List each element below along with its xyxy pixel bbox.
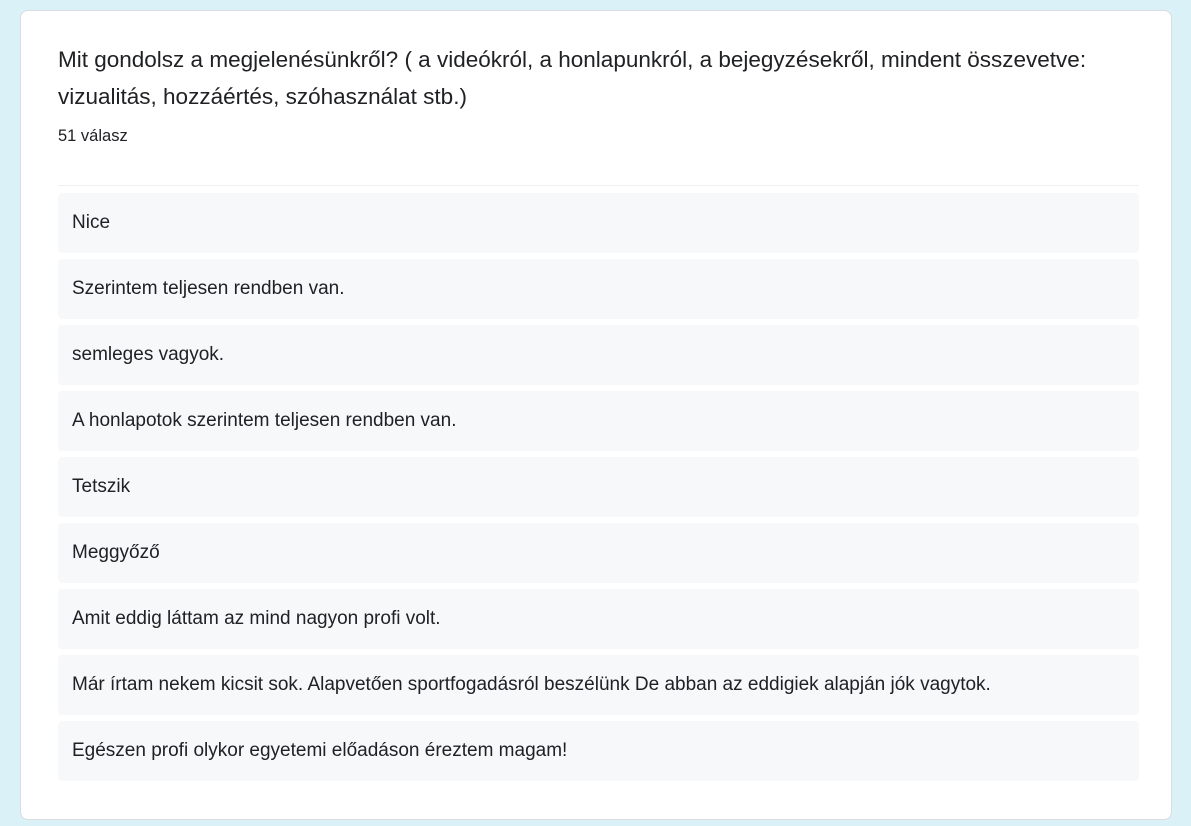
question-summary-card [20, 10, 1172, 820]
response-item: Szerintem teljesen rendben van. [58, 259, 1139, 319]
response-count: 51 válasz [58, 127, 128, 145]
response-list [58, 193, 1139, 787]
response-item: Meggyőző [58, 523, 1139, 583]
divider [58, 185, 1139, 186]
response-item: Amit eddig láttam az mind nagyon profi volt. [58, 589, 1139, 649]
question-title: Mit gondolsz a megjelenésünkről? ( a videókról, a honlapunkról, a bejegyzésekről, mindent összevetve: vizualitás, hozzáértés, szóhasználat stb.) [58, 47, 1087, 109]
response-item: semleges vagyok. [58, 325, 1139, 385]
response-item: Már írtam nekem kicsit sok. Alapvetően sportfogadásról beszélünk De abban az eddigiek alapján jók vagytok. [58, 655, 1139, 715]
response-item: Tetszik [58, 457, 1139, 517]
response-item: A honlapotok szerintem teljesen rendben van. [58, 391, 1139, 451]
response-item: Egészen profi olykor egyetemi előadáson éreztem magam! [58, 721, 1139, 781]
response-item: Nice [58, 193, 1139, 253]
